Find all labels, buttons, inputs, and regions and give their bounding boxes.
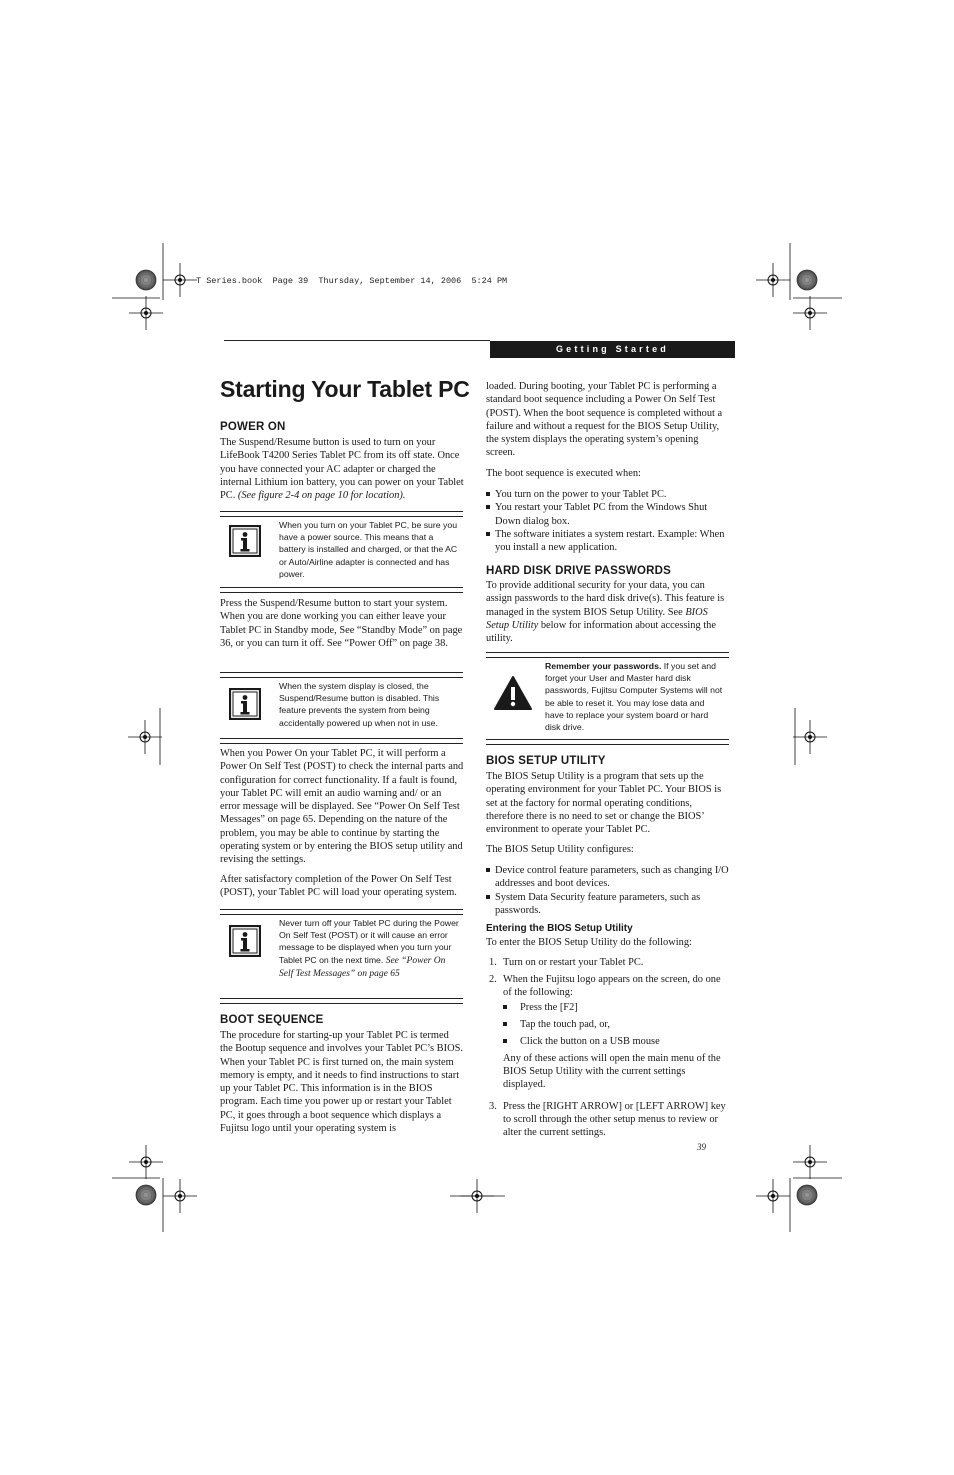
list-item: Press the [F2] <box>503 1001 730 1014</box>
warning-text: Remember your passwords. If you set and forget your User and Master hard disk passwords, Fujitsu Computer Systems will not be able to reset it. You may lose data and have to replace your system board or hard disk drive. <box>545 661 723 733</box>
info-icon <box>229 925 261 957</box>
figure-reference: (See figure 2-4 on page 10 for location). <box>237 490 406 502</box>
section-label: Getting Started <box>490 341 735 358</box>
list-item: You restart your Tablet PC from the Windows Shut Down dialog box. <box>486 501 730 528</box>
power-on-paragraph-4: After satisfactory completion of the Power On Self Test (POST), your Tablet PC will load your operating system. <box>220 874 457 899</box>
power-on-paragraph-1: The Suspend/Resume button is used to turn on your LifeBook T4200 Series Tablet PC from its off state. Once you have connected your AC adapter or charged the internal Lithium ion battery, you can power on your Tablet PC. (See figure 2-4 on page 10 for location). <box>220 437 464 502</box>
boot-triggers-list <box>486 488 730 554</box>
boot-sequence-paragraph-1-continued: loaded. During booting, your Tablet PC is performing a standard boot sequence including a Power On Self Test (POST). When the boot sequence is completed without a failure and without a request for the BIOS Setup Utility, the system displays the operating system’s opening screen. <box>486 381 723 459</box>
note-text: When you turn on your Tablet PC, be sure you have a power source. This means that a battery is installed and charged, or that the AC or Auto/Airline adapter is connected and has power. <box>279 520 458 579</box>
warning-icon <box>493 675 533 711</box>
warning-bold: Remember your passwords. <box>545 661 662 671</box>
power-on-paragraph-3: When you Power On your Tablet PC, it will perform a Power On Self Test (POST) to check the internal parts and configuration for correct functionality. If a fault is found, your Tablet PC will emit an audio warning and/ or an error message will be displayed. See “Power On Self Test Messages” on page 65. Depending on the nature of the problem, you may be able to continue by starting the operating system or by entering the BIOS setup utility and revising the settings. <box>220 748 464 866</box>
page-title: Starting Your Tablet PC <box>220 376 470 402</box>
note-power-source <box>220 511 463 591</box>
page-number: 39 <box>697 1142 706 1152</box>
entering-bios-intro: To enter the BIOS Setup Utility do the following: <box>486 937 692 948</box>
warning-remember-passwords <box>486 652 729 744</box>
list-item: System Data Security feature parameters, such as passwords. <box>486 891 730 918</box>
list-item: Click the button on a USB mouse <box>503 1035 730 1048</box>
bios-steps-list <box>486 956 730 1143</box>
step-item: 2. When the Fujitsu logo appears on the screen, do one of the following: Press the [F2] Tap the touch pad, or, Click the button on a USB mouse Any of these actions will open the main menu of the BIOS Setup Utility with the current settings displayed. <box>486 973 730 1092</box>
list-item: You turn on the power to your Tablet PC. <box>486 488 730 501</box>
list-item: Tap the touch pad, or, <box>503 1018 730 1031</box>
bios-configures-list <box>486 864 730 917</box>
bios-paragraph-2: The BIOS Setup Utility configures: <box>486 844 634 855</box>
entering-bios-subheading: Entering the BIOS Setup Utility <box>486 923 633 934</box>
boot-sequence-heading: BOOT SEQUENCE <box>220 1014 324 1026</box>
step-item: 3. Press the [RIGHT ARROW] or [LEFT ARROW] key to scroll through the other setup menus to review or alter the current settings. <box>489 1100 726 1139</box>
boot-sequence-paragraph-2: The boot sequence is executed when: <box>486 468 641 479</box>
note-text: When the system display is closed, the Suspend/Resume button is disabled. This feature prevents the system from being accidentally powered up when not in use. <box>279 681 440 728</box>
print-info-line: T Series.book Page 39 Thursday, September 14, 2006 5:24 PM <box>196 276 508 286</box>
post-messages-reference: See “Power On Self Test Messages” on page 65 <box>279 955 446 979</box>
bios-setup-heading: BIOS SETUP UTILITY <box>486 755 606 767</box>
step-2-options <box>503 1001 730 1048</box>
power-on-paragraph-2: Press the Suspend/Resume button to start your system. When you are done working you can either leave your Tablet PC in Standby mode, See “Standby Mode” on page 36, or you can turn it off. See “Power Off” on page 38. <box>220 598 463 649</box>
list-item: Device control feature parameters, such as changing I/O addresses and boot devices. <box>486 864 730 891</box>
hdd-passwords-paragraph: To provide additional security for your data, you can assign passwords to the hard disk drive(s). This feature is managed in the system BIOS Setup Utility. See BIOS Setup Utility below for information about accessing the utility. <box>486 580 725 645</box>
hdd-passwords-heading: HARD DISK DRIVE PASSWORDS <box>486 565 671 577</box>
info-icon <box>229 688 261 720</box>
note-post-warning <box>220 909 463 1003</box>
bios-setup-reference: BIOS Setup Utility <box>486 606 708 631</box>
info-icon <box>229 525 261 557</box>
note-display-closed <box>220 672 463 742</box>
step-2-result: Any of these actions will open the main menu of the BIOS Setup Utility with the current settings displayed. <box>503 1052 721 1091</box>
power-on-heading: POWER ON <box>220 421 286 433</box>
bios-paragraph-1: The BIOS Setup Utility is a program that sets up the operating environment for your Tablet PC. Your BIOS is set at the factory for normal operating conditions, therefore there is no need to set or change the BIOS’ environment to operate your Tablet PC. <box>486 771 722 836</box>
note-text: Never turn off your Tablet PC during the Power On Self Test (POST) or it will cause an error message to be displayed when you turn your Tablet PC on the next time. See “Power On Self Test Messages” on page 65 <box>279 918 459 979</box>
boot-sequence-paragraph-1-start: The procedure for starting-up your Tablet PC is termed the Bootup sequence and involves your Tablet PC’s BIOS. When your Tablet PC is first turned on, the main system memory is empty, and it needs to find instructions to start up your Tablet PC. This information is in the BIOS program. Each time you power up or restart your Tablet PC, it goes through a boot sequence which displays a Fujitsu logo until your operating system is <box>220 1030 463 1135</box>
step-item: 1. Turn on or restart your Tablet PC. <box>489 957 644 968</box>
list-item: The software initiates a system restart. Example: When you install a new application. <box>486 528 730 555</box>
header-rule <box>224 340 490 341</box>
